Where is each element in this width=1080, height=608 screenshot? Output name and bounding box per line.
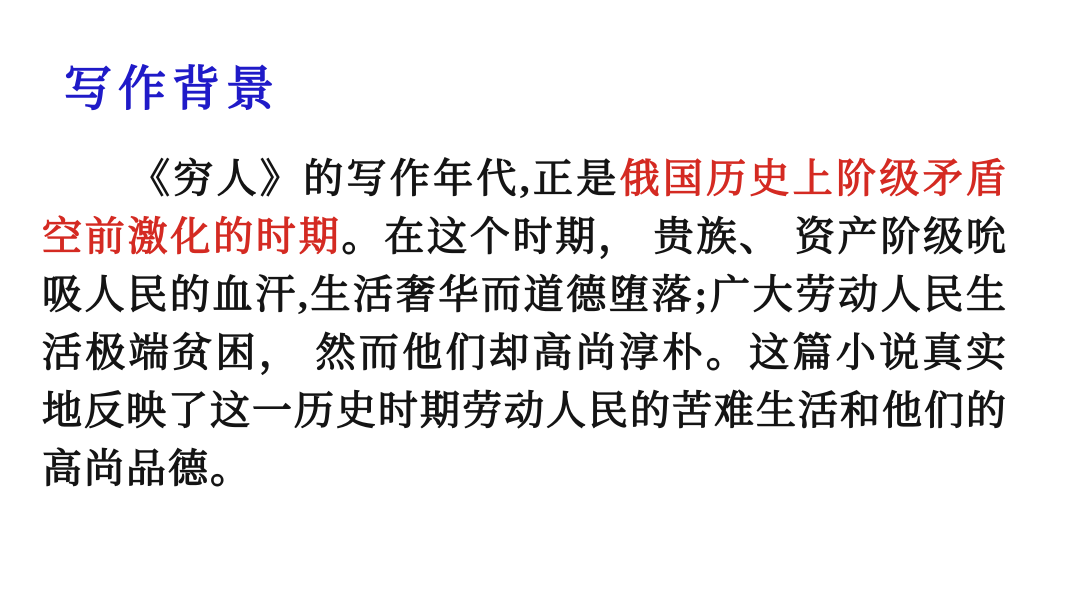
paragraph-emphasis-red: 俄国历史上阶级矛盾空前激化的时期 <box>42 156 1009 259</box>
slide-paragraph <box>42 150 1008 498</box>
paragraph-part3: 。在这个时期， 贵族、 资产阶级吮吸人民的血汗,生活奢华而道德堕落;广大劳动人民生活极端贫困， 然而他们却高尚淳朴。这篇小说真实地反映了这一历史时期劳动人民的苦难生活和他们的高尚品德。 <box>42 214 1009 491</box>
paragraph-part1: 《穷人》的写作年代,正是 <box>130 156 620 201</box>
slide-title: 写作背景 <box>64 63 281 116</box>
